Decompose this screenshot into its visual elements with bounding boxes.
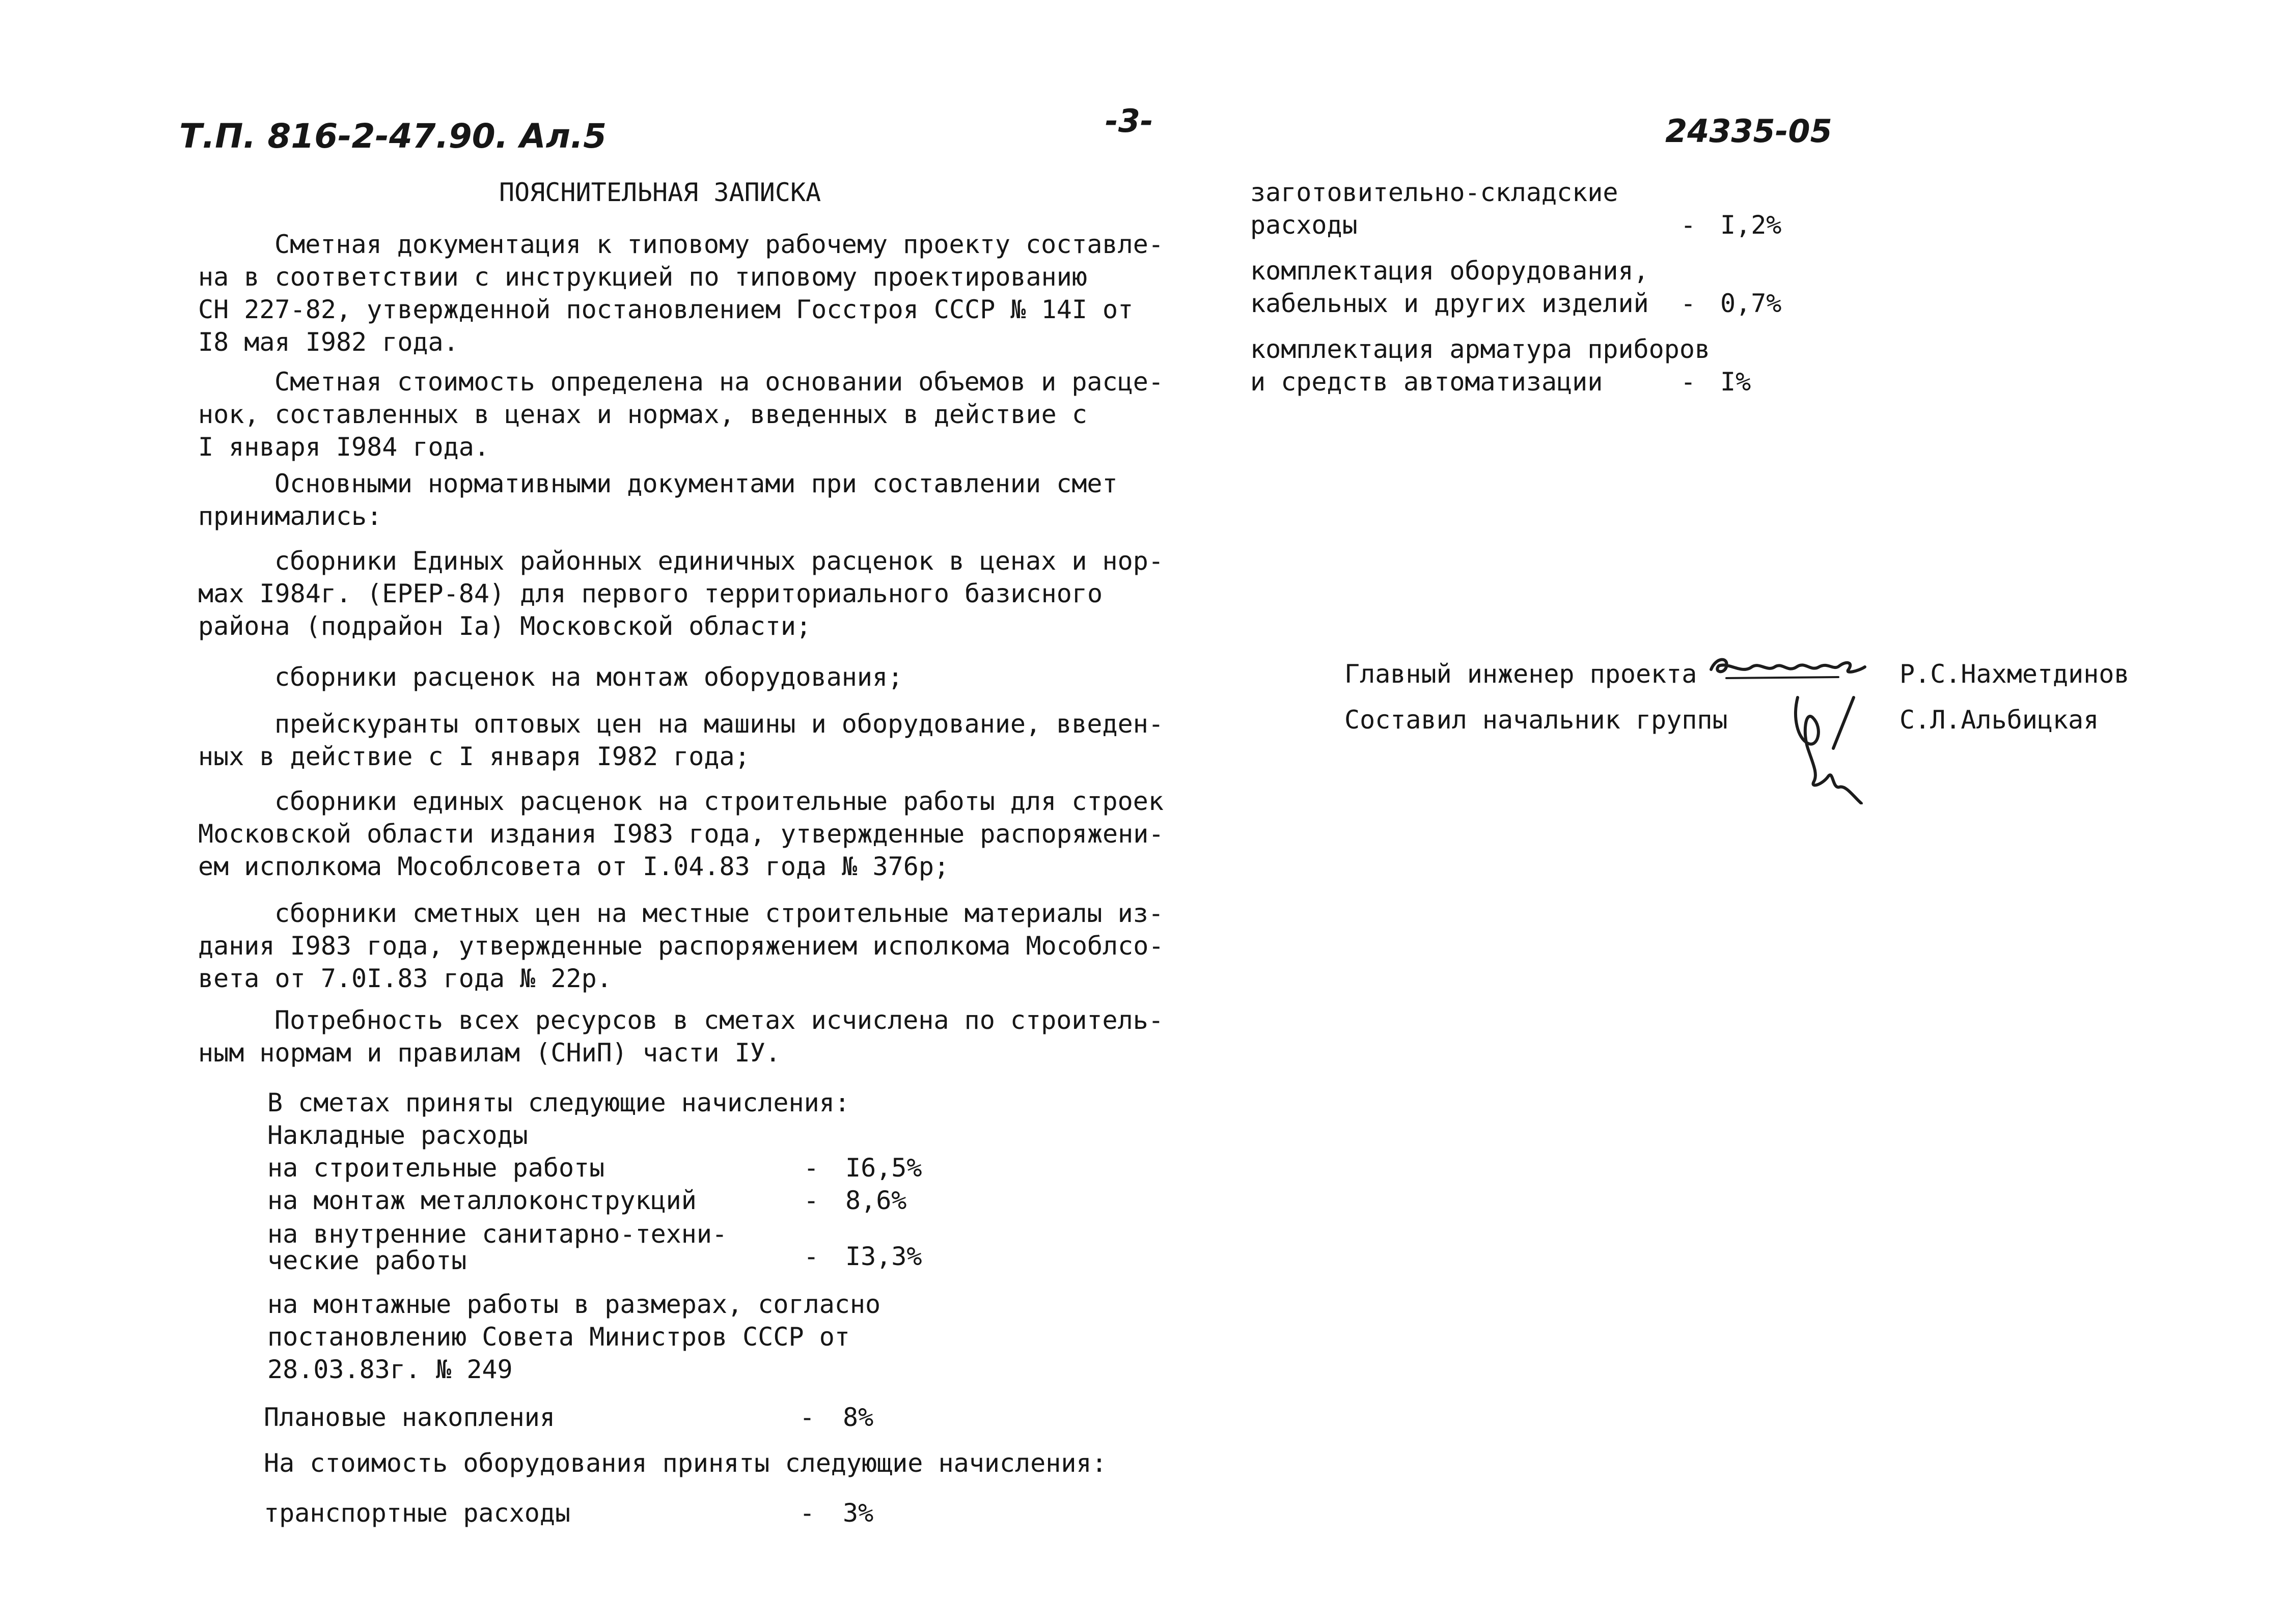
charge-row — [264, 1401, 555, 1434]
charge-dash: - — [804, 1186, 819, 1215]
text-line: мах I984г. (ЕРЕР-84) для первого территориального базисного — [198, 579, 1103, 608]
text-line: ем исполкома Мособлсовета от I.04.83 года № 376р; — [198, 852, 950, 881]
charge-label: ческие работы — [267, 1246, 467, 1275]
signature-role: Главный инженер проекта — [1344, 659, 1697, 689]
charge-value: I3,3% — [845, 1242, 922, 1271]
charge-dash: - — [804, 1242, 819, 1271]
paragraph-8 — [198, 897, 1164, 995]
text-line: сборники расценок на монтаж оборудования; — [274, 662, 903, 692]
charge-label: комплектация арматура приборов — [1250, 334, 1711, 364]
charge-value: 0,7% — [1720, 289, 1782, 318]
charge-value: 8,6% — [845, 1186, 907, 1215]
paragraph-4 — [198, 545, 1164, 642]
text-line: прейскуранты оптовых цен на машины и оборудование, введен- — [274, 709, 1164, 739]
charge-dash: - — [800, 1403, 815, 1432]
charge-value: 8% — [843, 1403, 874, 1432]
text-line: постановлению Совета Министров СССР от — [267, 1322, 850, 1352]
charge-row — [267, 1221, 727, 1274]
charge-row — [1250, 176, 1618, 241]
charge-value: 3% — [843, 1498, 874, 1528]
text-line: Основными нормативными документами при составлении смет — [274, 469, 1118, 498]
text-line: дания I983 года, утвержденные распоряжением исполкома Мособлсо- — [198, 931, 1164, 961]
text-line: Сметная документация к типовому рабочему проекту составле- — [274, 230, 1164, 259]
text-line: Сметная стоимость определена на основании объемов и расце- — [274, 367, 1164, 397]
charge-dash: - — [1681, 289, 1696, 318]
handwritten-signature-group-leader — [1777, 687, 1874, 804]
paragraph-9 — [198, 1004, 1164, 1069]
charge-dash: - — [1681, 367, 1696, 397]
charge-row — [1250, 255, 1649, 320]
charge-label: на монтаж металлоконструкций — [267, 1186, 697, 1215]
text-line: сборники сметных цен на местные строительные материалы из- — [274, 899, 1164, 928]
paragraph-2 — [198, 366, 1164, 463]
archive-number: 24335-05 — [1665, 113, 1832, 150]
text-line: сборники единых расценок на строительные работы для строек — [274, 787, 1164, 816]
page-number: -3- — [1105, 102, 1153, 139]
doc-code: Т.П. 816-2-47.90. Ал.5 — [179, 117, 607, 156]
charge-dash: - — [804, 1153, 819, 1183]
signature-role: Составил начальник группы — [1344, 705, 1728, 735]
paragraph-6 — [198, 708, 1164, 773]
text-line: вета от 7.0I.83 года № 22р. — [198, 964, 612, 993]
text-line: I8 мая I982 года. — [198, 327, 459, 357]
charge-value: I6,5% — [845, 1153, 922, 1183]
charge-label: Плановые накопления — [264, 1403, 555, 1432]
charge-dash: - — [800, 1498, 815, 1528]
text-line: на в соответствии с инструкцией по типовому проектированию — [198, 262, 1087, 292]
charge-label: транспортные расходы — [264, 1498, 571, 1528]
charge-dash: - — [1681, 210, 1696, 240]
text-line: Московской области издания I983 года, утвержденные распоряжени- — [198, 819, 1164, 849]
charges-intro: В сметах приняты следующие начисления: — [267, 1088, 850, 1117]
text-line: СН 227-82, утвержденной постановлением Госстроя СССР № 14I от — [198, 295, 1134, 324]
text-line: Потребность всех ресурсов в сметах исчислена по строитель- — [274, 1005, 1164, 1035]
text-line: 28.03.83г. № 249 — [267, 1355, 513, 1384]
text-line: на монтажные работы в размерах, согласно — [267, 1290, 881, 1319]
charge-label: и средств автоматизации — [1250, 367, 1603, 397]
charge-row — [267, 1152, 604, 1184]
charge-row — [267, 1184, 697, 1217]
text-line: нок, составленных в ценах и нормах, введенных в действие с — [198, 400, 1087, 429]
charge-label: на внутренние санитарно-техни- — [267, 1219, 728, 1249]
overheads-heading: Накладные расходы — [267, 1121, 528, 1150]
paragraph-7 — [198, 785, 1164, 883]
charge-label: комплектация оборудования, — [1250, 256, 1649, 286]
signature-name: Р.С.Нахметдинов — [1899, 659, 2130, 689]
charge-label: кабельных и других изделий — [1250, 289, 1649, 318]
paragraph-3 — [198, 467, 1118, 533]
text-line: принимались: — [198, 501, 382, 531]
text-line: I января I984 года. — [198, 432, 489, 462]
signature-name: С.Л.Альбицкая — [1899, 705, 2099, 735]
text-line: сборники Единых районных единичных расценок в ценах и нор- — [274, 546, 1164, 576]
equipment-charges-intro: На стоимость оборудования приняты следующие начисления: — [264, 1448, 1107, 1478]
text-line: ных в действие с I января I982 года; — [198, 742, 750, 771]
charge-label: расходы — [1250, 210, 1358, 240]
paragraph-1 — [198, 228, 1164, 358]
charge-label: на строительные работы — [267, 1153, 605, 1183]
document-title: ПОЯСНИТЕЛЬНАЯ ЗАПИСКА — [499, 178, 821, 207]
charge-row — [264, 1497, 570, 1529]
charge-label: заготовительно-складские — [1250, 178, 1618, 207]
text-line: района (подрайон Iа) Московской области; — [198, 611, 812, 641]
charge-value: I% — [1720, 367, 1751, 397]
installation-charge-text — [267, 1288, 929, 1386]
charge-row — [1250, 333, 1710, 398]
handwritten-signature-chief-engineer — [1706, 647, 1869, 687]
paragraph-5 — [198, 661, 1094, 693]
charge-value: I,2% — [1720, 210, 1782, 240]
text-line: ным нормам и правилам (СНиП) части IУ. — [198, 1038, 781, 1068]
